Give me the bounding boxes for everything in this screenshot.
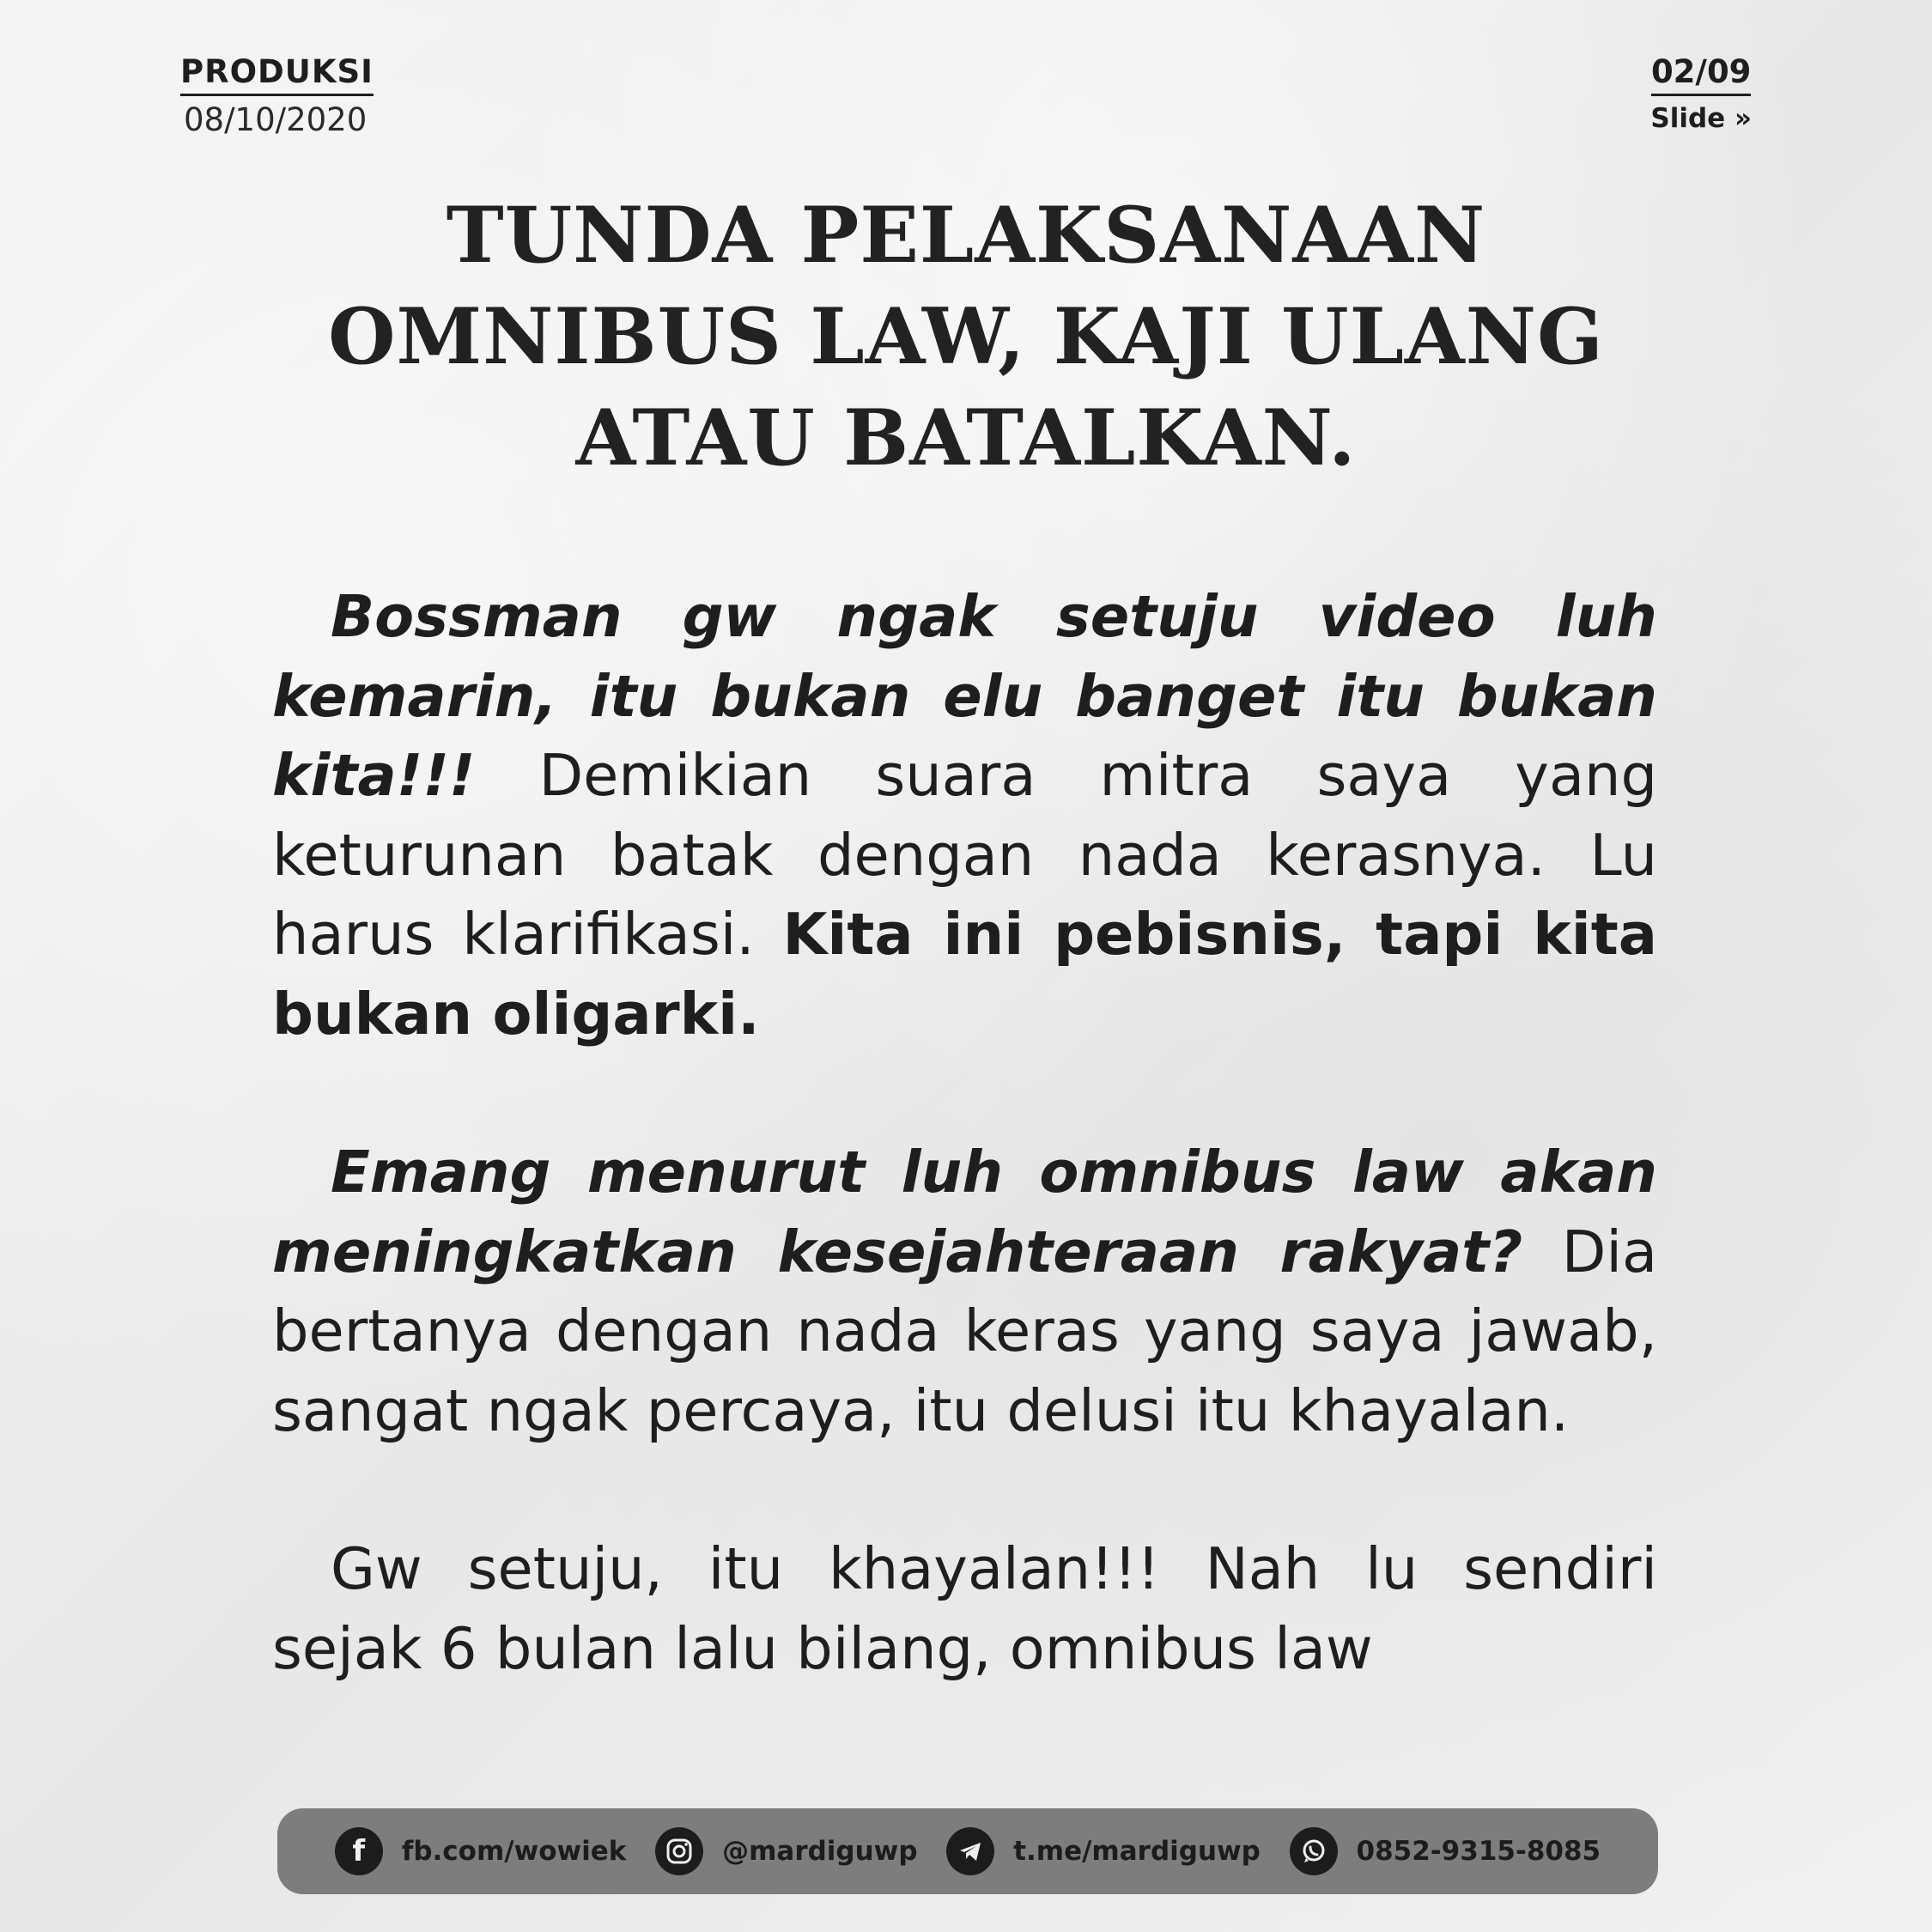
facebook-text: fb.com/wowiek	[401, 1836, 627, 1867]
paragraph-3	[272, 1529, 1657, 1688]
paragraph-1	[272, 577, 1657, 1054]
paragraph-2	[272, 1133, 1657, 1450]
category-label: PRODUKSI	[180, 53, 374, 96]
telegram-text: t.me/mardiguwp	[1013, 1836, 1261, 1867]
slide-next-button[interactable]: Slide »	[1650, 103, 1752, 134]
date-label: 08/10/2020	[184, 101, 368, 138]
telegram-link[interactable]	[946, 1827, 1261, 1875]
narrative-text: Gw setuju, itu khayalan!!! Nah lu sendiri sejak 6 bulan lalu bilang, omnibus law	[272, 1535, 1657, 1682]
instagram-text: @mardiguwp	[722, 1836, 918, 1867]
header-right	[1650, 53, 1752, 134]
instagram-icon	[655, 1827, 703, 1875]
whatsapp-link[interactable]	[1290, 1827, 1601, 1875]
page-title: TUNDA PELAKSANAAN OMNIBUS LAW, KAJI ULANG ATAU BATALKAN.	[328, 190, 1604, 483]
whatsapp-icon	[1290, 1827, 1338, 1875]
whatsapp-text: 0852-9315-8085	[1356, 1836, 1601, 1867]
contact-bar	[277, 1808, 1658, 1894]
page-indicator: 02/09	[1651, 53, 1752, 96]
quote-text: Bossman gw ngak setuju video luh kemarin, itu bukan elu banget itu bukan kita!!!	[272, 583, 1657, 809]
facebook-icon: f	[335, 1827, 383, 1875]
emphasis-text: Kita ini pebisnis, tapi kita bukan oligarki.	[272, 901, 1657, 1048]
article-body	[272, 577, 1657, 1767]
quote-text: Emang menurut luh omnibus law akan meningkatkan kesejahteraan rakyat?	[272, 1139, 1657, 1285]
facebook-link[interactable]	[335, 1827, 627, 1875]
telegram-icon	[946, 1827, 994, 1875]
header-left	[180, 53, 374, 138]
instagram-link[interactable]	[655, 1827, 917, 1875]
narrative-text: Demikian suara mitra saya yang keturunan batak dengan nada kerasnya. Lu harus klarifikasi.	[272, 742, 1657, 968]
narrative-text: Dia bertanya dengan nada keras yang saya jawab, sangat ngak percaya, itu delusi itu khayalan.	[272, 1218, 1658, 1444]
